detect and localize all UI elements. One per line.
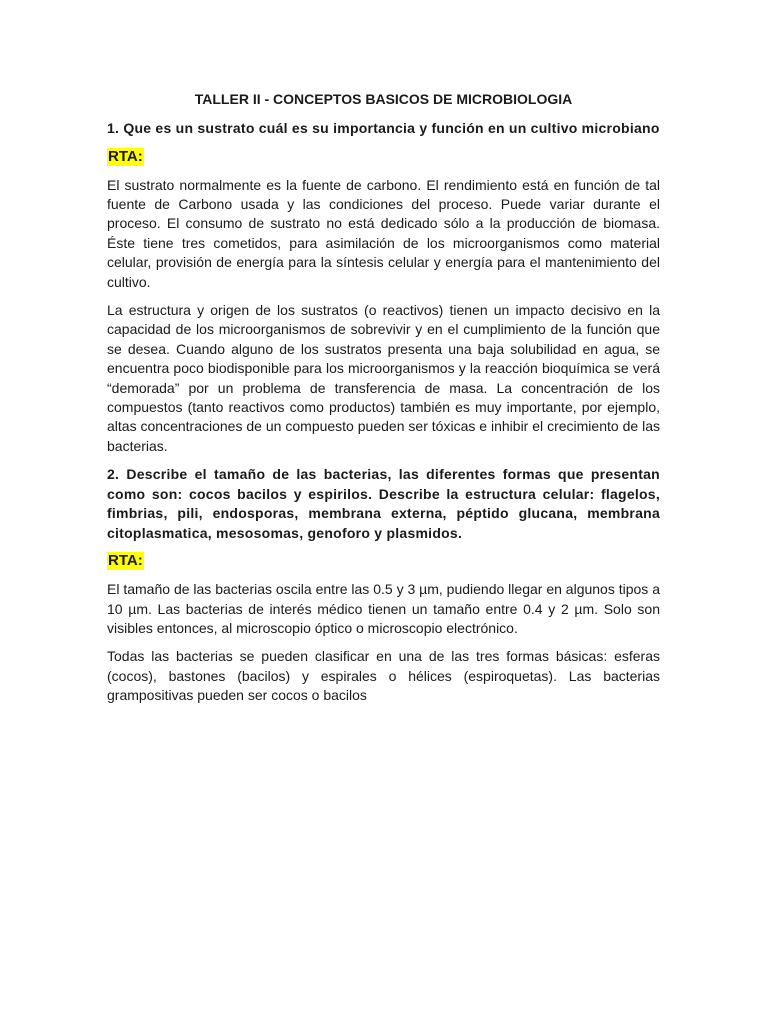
document-title: TALLER II - CONCEPTOS BASICOS DE MICROBIOLOGIA — [194, 91, 573, 107]
answer-2-paragraph-1: El tamaño de las bacterias oscila entre las 0.5 y 3 µm, pudiendo llegar en algunos tipos a 10 µm. Las bacterias de interés médico tienen un tamaño entre 0.4 y 2 µm. Solo son visibles entonces, al microscopio óptico o microscopio electrónico. — [107, 581, 660, 636]
answer-2-paragraph-2: Todas las bacterias se pueden clasificar en una de las tres formas básicas: esferas (cocos), bastones (bacilos) y espirales o hélices (espiroquetas). Las bacterias grampositivas pueden ser cocos o bacilos — [107, 648, 660, 704]
question-1: 1. Que es un sustrato cuál es su importancia y función en un cultivo microbiano — [107, 120, 660, 136]
question-2: 2. Describe el tamaño de las bacterias, las diferentes formas que presentan como son: cocos bacilos y espirilos. Describe la estructura celular: flagelos, fimbrias, pili, endosporas, membrana externa, péptido glucana, membrana citoplasmatica, mesosomas, genoforo y plasmidos. — [107, 466, 660, 541]
document-page — [107, 89, 660, 715]
answer-label-1: RTA: — [108, 147, 143, 165]
section-2 — [107, 465, 660, 705]
answer-1-paragraph-1: El sustrato normalmente es la fuente de carbono. El rendimiento está en función de tal fuente de Carbono usada y las condiciones del proceso. Puede variar durante el proceso. El consumo de sustrato no está dedicado sólo a la producción de biomasa. Éste tiene tres cometidos, para asimilación de los microorganismos como material celular, provisión de energía para la síntesis celular y energía para el mantenimiento del cultivo. — [107, 176, 660, 290]
answer-1-paragraph-2: La estructura y origen de los sustratos (o reactivos) tienen un impacto decisivo en la capacidad de los microorganismos de sobrevivir y en el cumplimiento de la función que se desea. Cuando alguno de los sustratos presenta una baja solubilidad en agua, se encuentra poco biodisponible para los microorganismos y la reacción bioquímica se verá “demorada” por un problema de transferencia de masa. La concentración de los compuestos (tanto reactivos como productos) también es muy importante, por ejemplo, altas concentraciones de un compuesto pueden ser tóxicas e inhibir el crecimiento de las bacterias. — [107, 301, 660, 454]
answer-label-2: RTA: — [108, 552, 143, 570]
section-1 — [107, 119, 660, 456]
